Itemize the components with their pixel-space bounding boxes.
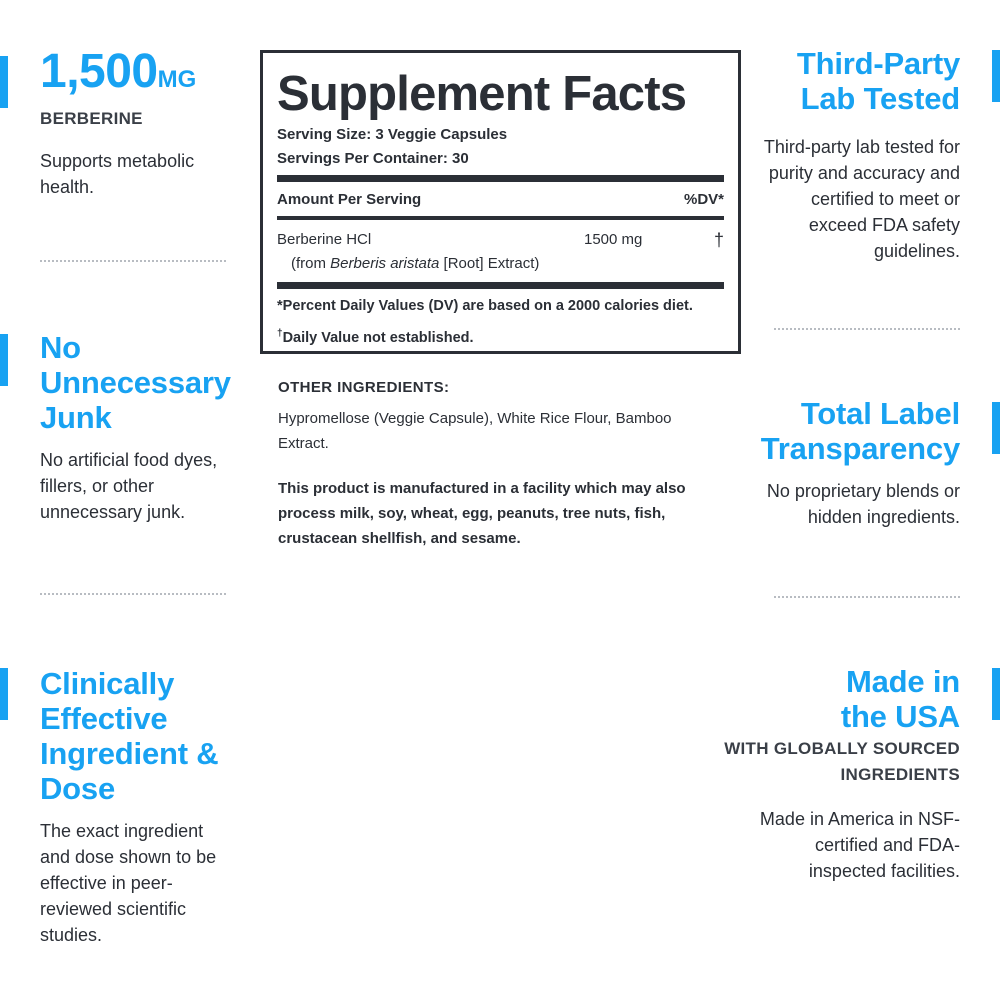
accent-bar-right-1 xyxy=(992,50,1000,102)
divider-right-2 xyxy=(774,596,960,598)
accent-bar-left-1 xyxy=(0,56,8,108)
serving-size: Serving Size: 3 Veggie Capsules xyxy=(277,126,508,143)
other-ingredients-title: OTHER INGREDIENTS: xyxy=(278,379,450,396)
supplement-facts-panel xyxy=(260,50,741,354)
accent-bar-left-2 xyxy=(0,334,8,386)
facts-rule-2 xyxy=(277,216,724,220)
source-prefix: (from xyxy=(291,255,331,272)
feature-transparency xyxy=(720,396,960,530)
lab-tested-title: Third-Party Lab Tested xyxy=(796,46,960,116)
other-ingredients-list: Hypromellose (Veggie Capsule), White Rice Flour, Bamboo Extract. xyxy=(278,410,672,452)
facts-rule-thick-3 xyxy=(277,282,724,289)
transparency-body: No proprietary blends or hidden ingredients. xyxy=(766,481,960,527)
feature-lab-tested xyxy=(720,46,960,264)
transparency-title: Total Label Transparency xyxy=(760,396,960,466)
dv-header: %DV* xyxy=(683,191,724,208)
feature-dose xyxy=(40,46,255,200)
ingredient-source xyxy=(277,252,724,276)
ingredient-amount: 1500 mg xyxy=(584,231,643,248)
servings-per-container: Servings Per Container: 30 xyxy=(277,150,469,167)
accent-bar-right-2 xyxy=(992,402,1000,454)
no-junk-title: No Unnecessary Junk xyxy=(40,330,231,435)
source-latin: Berberis aristata xyxy=(330,255,440,272)
dose-number: 1,500 xyxy=(40,45,158,98)
divider-left-2 xyxy=(40,593,226,595)
clinical-title: Clinically Effective Ingredient & Dose xyxy=(40,666,219,806)
made-usa-body: Made in America in NSF-certified and FDA-inspected facilities. xyxy=(759,809,960,881)
accent-bar-left-3 xyxy=(0,668,8,720)
feature-no-junk xyxy=(40,330,255,525)
dose-body: Supports metabolic health. xyxy=(40,151,195,197)
no-junk-body: No artificial food dyes, fillers, or other unnecessary junk. xyxy=(40,450,218,522)
divider-left-1 xyxy=(40,260,226,262)
dose-amount xyxy=(40,46,255,106)
footnote-dagger xyxy=(277,320,724,352)
accent-bar-right-3 xyxy=(992,668,1000,720)
amount-header: Amount Per Serving xyxy=(277,191,422,208)
dagger-mark: † xyxy=(277,328,283,339)
dagger-text: Daily Value not established. xyxy=(282,329,474,346)
source-suffix: [Root] Extract) xyxy=(439,255,540,272)
footnote-dv: *Percent Daily Values (DV) are based on a 2000 calories diet. xyxy=(277,298,693,314)
lab-tested-body: Third-party lab tested for purity and accuracy and certified to meet or exceed FDA safety guidelines. xyxy=(763,137,960,261)
ingredient-dv: † xyxy=(713,230,724,250)
facts-header-row xyxy=(277,188,724,212)
allergen-statement: This product is manufactured in a facility which may also process milk, soy, wheat, egg, peanuts, tree nuts, fish, crustacean shellfish, and sesame. xyxy=(278,480,686,547)
made-usa-title: Made in the USA xyxy=(840,664,960,734)
ingredient-name: Berberine HCl xyxy=(277,231,372,248)
dose-unit: MG xyxy=(157,66,197,93)
facts-rule-thick-1 xyxy=(277,175,724,182)
divider-right-1 xyxy=(774,328,960,330)
other-ingredients-section xyxy=(278,376,728,551)
feature-made-usa xyxy=(720,664,960,884)
feature-clinical xyxy=(40,666,255,948)
ingredient-row xyxy=(277,228,724,252)
facts-title: Supplement Facts xyxy=(277,67,687,121)
made-usa-subtitle: WITH GLOBALLY SOURCED INGREDIENTS xyxy=(724,739,960,784)
clinical-body: The exact ingredient and dose shown to be effective in peer-reviewed scientific studies. xyxy=(40,821,217,945)
dose-subtitle: BERBERINE xyxy=(40,109,143,128)
